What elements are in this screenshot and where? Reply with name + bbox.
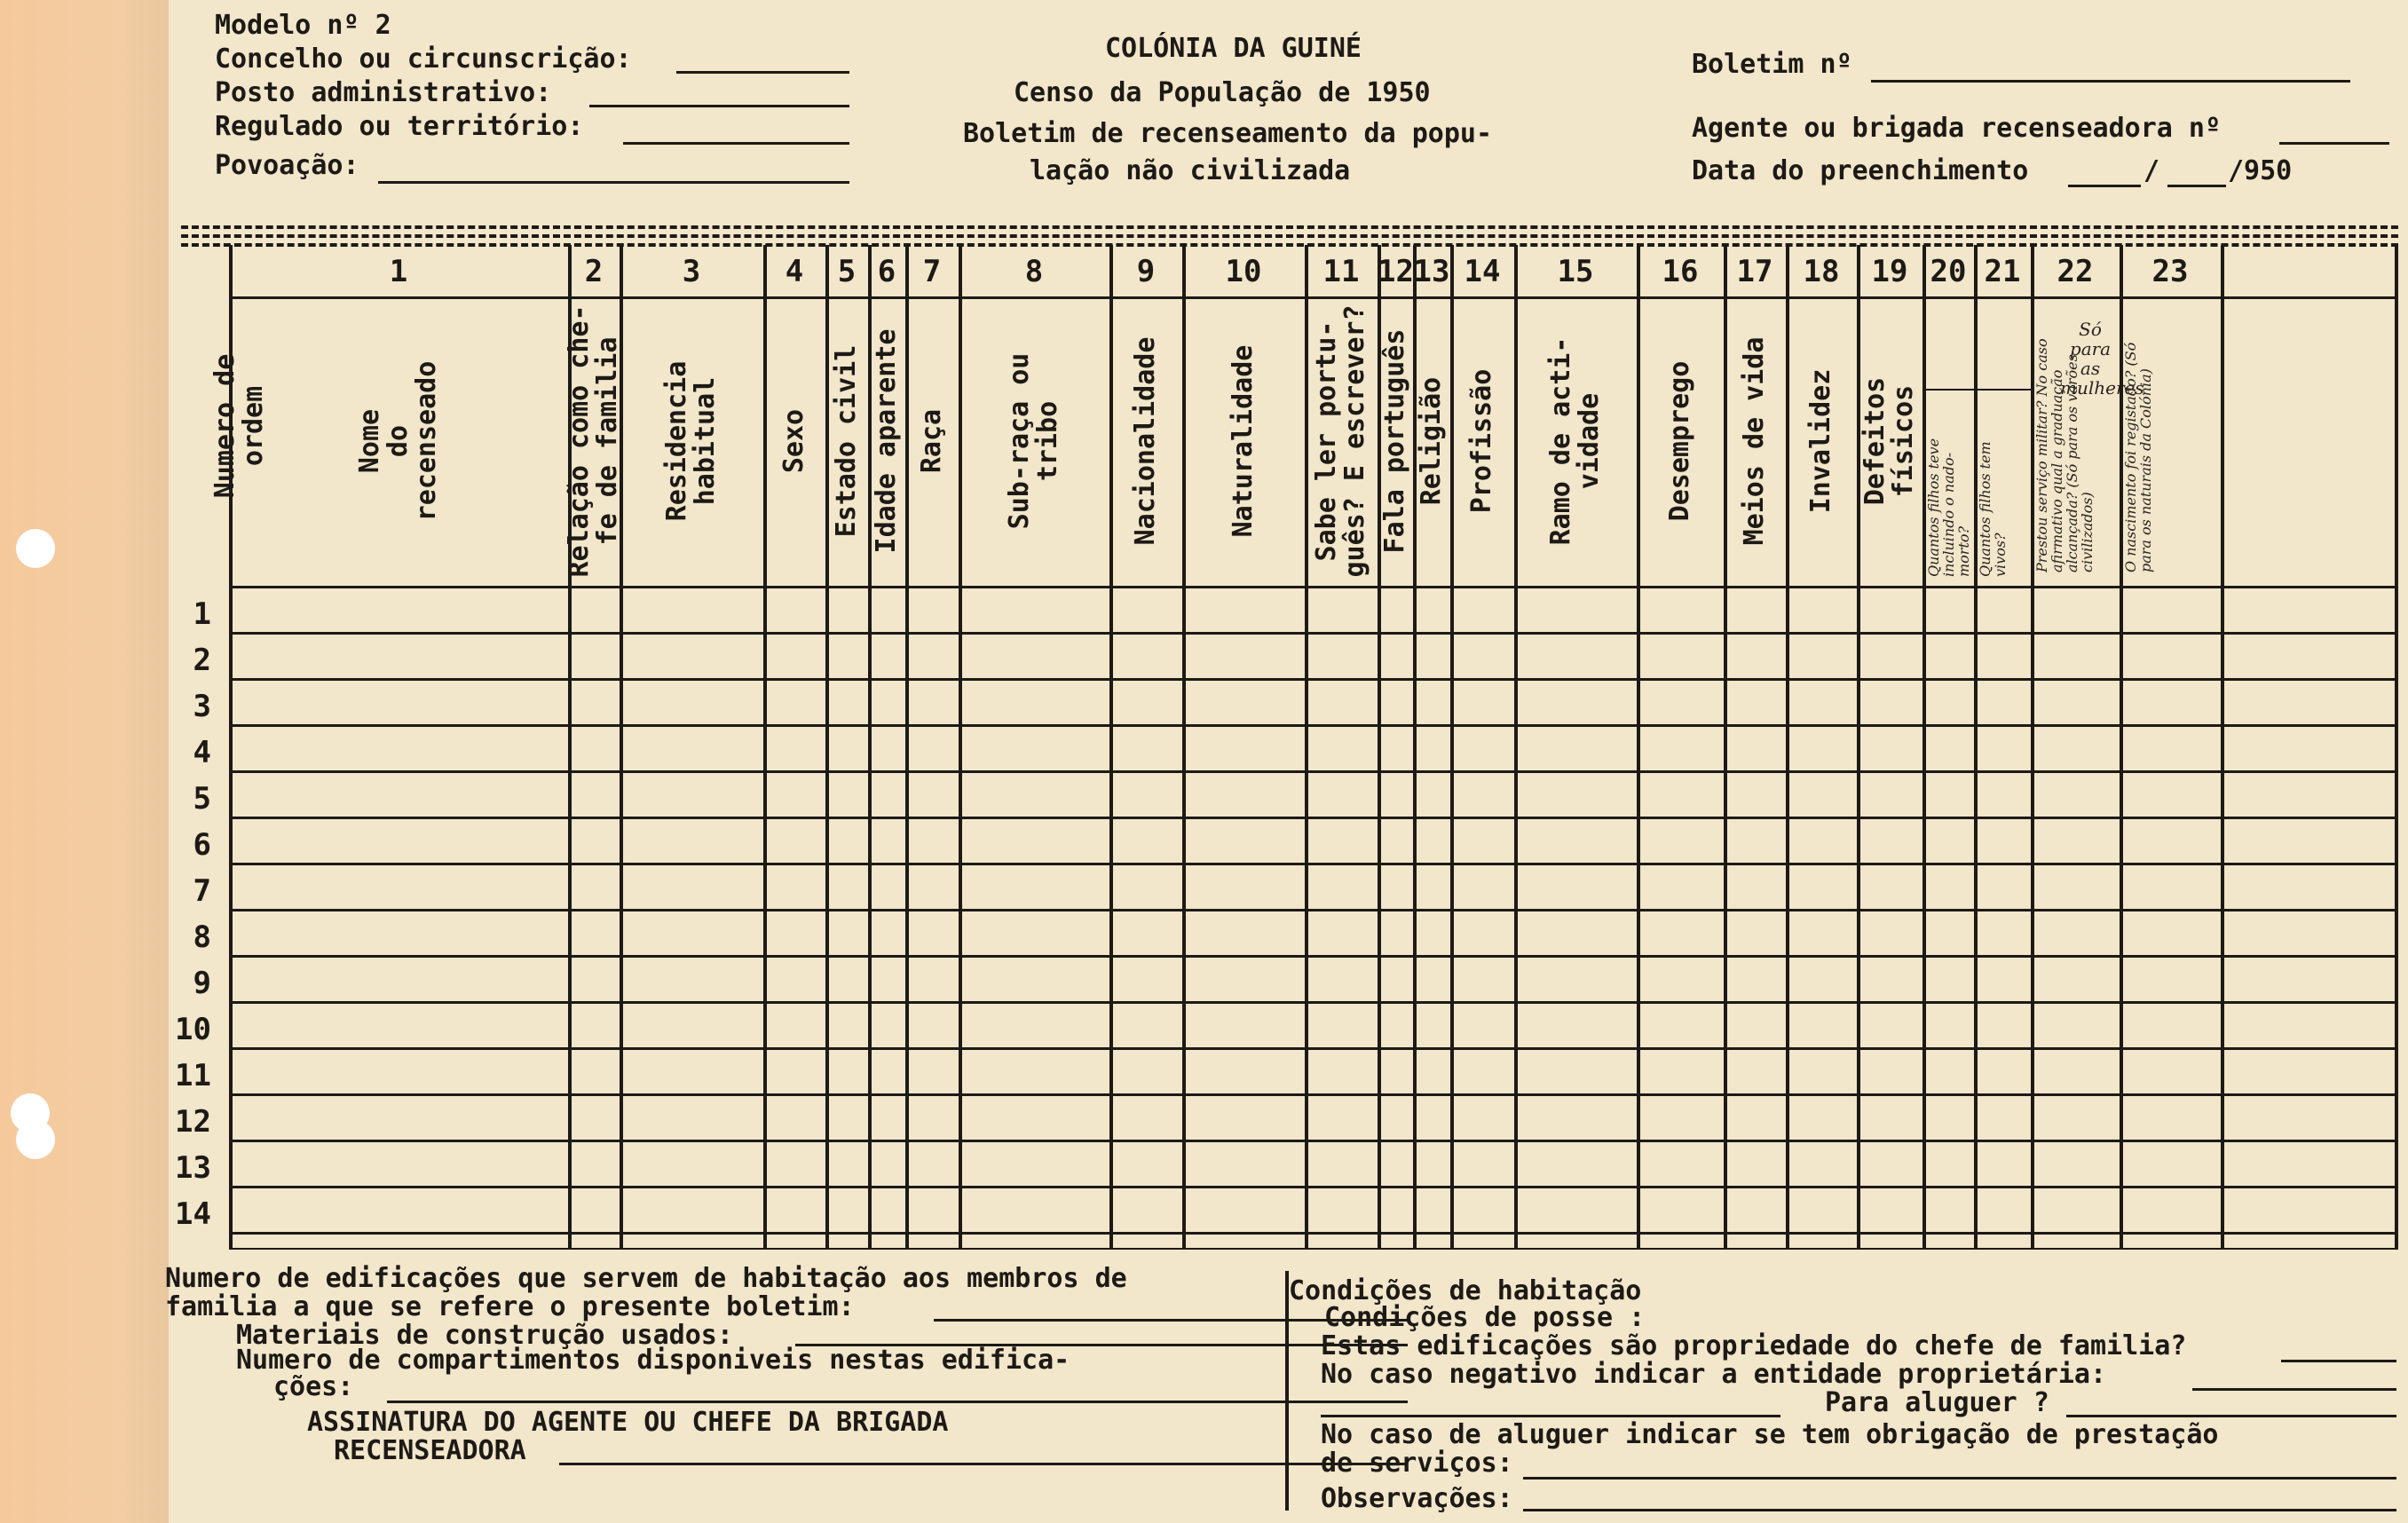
owner-entity-field[interactable] <box>2192 1388 2396 1391</box>
bulletin-number-label: Boletim nº <box>1692 49 1852 80</box>
rent-services-label-line2: de serviços: <box>1321 1448 1513 1479</box>
census-title: Censo da População de 1950 <box>1014 77 1431 108</box>
date-day-field[interactable] <box>2068 185 2141 187</box>
bulletin-number-field[interactable] <box>1871 80 2350 83</box>
column-header-20: Quantos filhos teve incluindo o nado-morto? <box>1925 438 1972 577</box>
table-row[interactable] <box>229 1001 2395 1047</box>
column-number: 17 <box>1736 254 1773 289</box>
signature-label-line2: RECENSEADORA <box>334 1435 526 1466</box>
date-separator: / <box>2144 155 2160 186</box>
povoacao-field[interactable] <box>378 181 849 184</box>
row-number: 4 <box>193 735 211 770</box>
punch-hole <box>16 1120 55 1159</box>
column-header-2: Relação como che- fe de familia <box>564 304 623 578</box>
table-column-divider <box>2395 245 2398 1250</box>
date-year: /950 <box>2228 155 2293 186</box>
column-header-1: Nome do recenseado <box>354 360 442 522</box>
column-header-6: Idade aparente <box>871 328 902 554</box>
row-number: 5 <box>193 781 211 817</box>
row-number: 1 <box>193 596 211 632</box>
punch-hole <box>16 529 55 568</box>
row-number: 14 <box>175 1196 211 1232</box>
owner-entity-field-continued[interactable] <box>1321 1415 1780 1417</box>
row-number: 13 <box>175 1150 211 1186</box>
column-number: 20 <box>1930 254 1967 289</box>
rent-services-label-line1: No caso de aluguer indicar se tem obrigação de prestação <box>1321 1419 2219 1450</box>
row-number: 10 <box>175 1012 211 1047</box>
column-header-4: Sexo <box>778 408 809 474</box>
table-top-dashed-rule <box>181 225 2398 229</box>
row-number: 3 <box>193 689 211 724</box>
column-header-14: Profissão <box>1466 368 1497 514</box>
date-label: Data do preenchimento <box>1692 155 2029 186</box>
column-header-23: O nascimento foi registado? (Só para os naturais da Colónia) <box>2122 342 2154 572</box>
row-number: 7 <box>193 873 211 909</box>
observations-field[interactable] <box>1523 1509 2396 1511</box>
table-row[interactable] <box>229 817 2395 863</box>
handwritten-note-women-only: Só para as mulheres <box>2060 319 2144 399</box>
date-month-field[interactable] <box>2167 185 2226 187</box>
column-number: 4 <box>785 254 804 289</box>
column-header-10: Naturalidade <box>1228 344 1259 538</box>
column-number: 21 <box>1984 254 2021 289</box>
row-number: 9 <box>193 966 211 1001</box>
bulletin-title-line1: Boletim de recenseamento da popu- <box>963 118 1493 149</box>
row-order-header: Numero de ordem <box>209 353 269 499</box>
column-header-15: Ramo de acti- vidade <box>1545 336 1605 546</box>
table-row[interactable] <box>229 863 2395 909</box>
column-number: 7 <box>922 254 942 289</box>
column-number: 5 <box>837 254 857 289</box>
column-number: 9 <box>1136 254 1156 289</box>
column-header-5: Estado civil <box>831 344 862 538</box>
column-header-17: Meios de vida <box>1739 336 1770 546</box>
column-header-13: Religião <box>1416 376 1447 506</box>
regulado-field[interactable] <box>623 142 849 145</box>
column-number: 19 <box>1871 254 1908 289</box>
signature-field[interactable] <box>559 1463 1408 1465</box>
concelho-field[interactable] <box>676 71 849 74</box>
buildings-count-label-line1: Numero de edificações que servem de habitação aos membros de <box>165 1263 1127 1294</box>
rent-field[interactable] <box>2066 1415 2396 1417</box>
agent-label: Agente ou brigada recenseadora nº <box>1692 113 2222 144</box>
column-number: 12 <box>1378 254 1414 289</box>
column-number: 22 <box>2057 254 2094 289</box>
row-number: 12 <box>175 1104 211 1140</box>
column-header-18: Invalidez <box>1805 368 1836 514</box>
concelho-label: Concelho ou circunscrição: <box>215 43 632 75</box>
row-number: 8 <box>193 919 211 955</box>
table-row[interactable] <box>229 1093 2395 1140</box>
model-number: Modelo nº 2 <box>215 10 391 41</box>
footer-divider <box>1285 1271 1289 1511</box>
column-number: 11 <box>1322 254 1360 289</box>
rooms-label-line1: Numero de compartimentos disponiveis nestas edifica- <box>236 1345 1070 1376</box>
column-header-3: Residencia habitual <box>661 360 721 522</box>
row-number: 11 <box>175 1058 211 1093</box>
column-header-11: Sabe ler portu- guês? E escrever? <box>1311 304 1370 578</box>
rooms-label-line2: ções: <box>273 1371 354 1402</box>
column-header-9: Nacionalidade <box>1130 336 1161 546</box>
table-top-dashed-rule <box>181 234 2398 238</box>
materials-label: Materiais de construção usados: <box>236 1320 733 1351</box>
column-number: 8 <box>1024 254 1044 289</box>
signature-label-line1: ASSINATURA DO AGENTE OU CHEFE DA BRIGADA <box>307 1407 949 1438</box>
posto-label: Posto administrativo: <box>215 77 552 108</box>
table-row[interactable] <box>229 586 2395 632</box>
column-number: 10 <box>1225 254 1262 289</box>
povoacao-label: Povoação: <box>215 150 359 181</box>
column-number: 23 <box>2151 254 2189 289</box>
table-row[interactable] <box>229 632 2395 678</box>
column-header-19: Defeitos físicos <box>1859 376 1919 506</box>
row-number: 6 <box>193 827 211 863</box>
table-row[interactable] <box>229 678 2395 724</box>
rent-label: Para aluguer ? <box>1825 1387 2049 1418</box>
column-number: 6 <box>877 254 896 289</box>
column-number: 18 <box>1803 254 1840 289</box>
ownership-question: Estas edificações são propriedade do chefe de familia? <box>1321 1330 2187 1361</box>
rooms-field[interactable] <box>387 1401 1408 1403</box>
table-row[interactable] <box>229 955 2395 1001</box>
ownership-answer-field[interactable] <box>2281 1360 2396 1362</box>
table-row[interactable] <box>229 1047 2395 1093</box>
column-header-21: Quantos filhos tem vivos? <box>1977 441 2009 577</box>
column-number: 15 <box>1557 254 1594 289</box>
housing-conditions-title: Condições de habitação <box>1289 1275 1642 1306</box>
women-only-note-rule <box>1922 389 2031 391</box>
table-row[interactable] <box>229 770 2395 817</box>
rent-services-field[interactable] <box>1523 1477 2396 1480</box>
observations-label: Observações: <box>1321 1483 1513 1514</box>
left-binding-strip <box>0 0 170 1523</box>
bulletin-title-line2: lação não civilizada <box>1030 155 1351 186</box>
column-number: 2 <box>584 254 604 289</box>
posto-field[interactable] <box>589 105 849 107</box>
column-number: 14 <box>1464 254 1501 289</box>
ownership-label: Condições de posse : <box>1324 1302 1646 1333</box>
table-row[interactable] <box>229 1186 2395 1232</box>
table-row[interactable] <box>229 909 2395 955</box>
column-header-12: Fala português <box>1379 328 1410 554</box>
column-header-7: Raça <box>916 408 947 474</box>
table-row[interactable] <box>229 724 2395 770</box>
agent-field[interactable] <box>2279 142 2389 145</box>
column-header-22: Prestou serviço militar? No caso afirmativo qual a graduação alcançada? (Só para os varões civilizados) <box>2033 338 2096 572</box>
table-row-rule <box>229 1232 2398 1235</box>
table-row[interactable] <box>229 1140 2395 1186</box>
colony-title: COLÓNIA DA GUINÉ <box>1105 33 1362 64</box>
buildings-count-label-line2: familia a que se refere o presente boletim: <box>165 1291 855 1322</box>
column-number: 1 <box>389 254 408 289</box>
column-header-8: Sub-raça ou tribo <box>1004 352 1063 530</box>
table-bottom-rule <box>229 1248 2398 1250</box>
table-top-dashed-rule <box>181 243 2398 247</box>
census-form-sheet <box>165 0 2408 1523</box>
regulado-label: Regulado ou território: <box>215 111 584 142</box>
row-number: 2 <box>193 643 211 678</box>
column-number: 16 <box>1662 254 1699 289</box>
column-number: 13 <box>1413 254 1450 289</box>
column-header-16: Desemprego <box>1664 360 1695 522</box>
column-number: 3 <box>682 254 701 289</box>
owner-entity-label: No caso negativo indicar a entidade proprietária: <box>1321 1359 2107 1390</box>
